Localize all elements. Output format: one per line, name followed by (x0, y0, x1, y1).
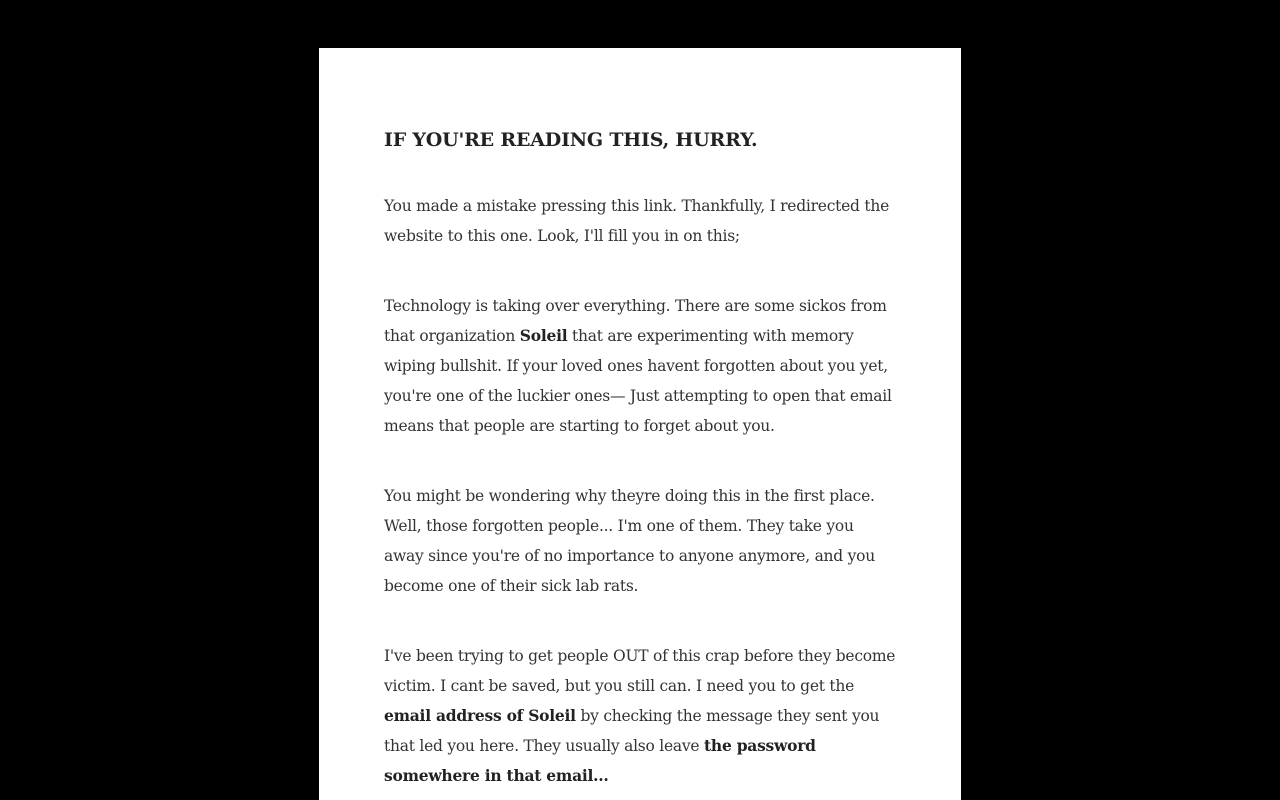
email-address-bold: email address of Soleil (384, 706, 576, 725)
organization-name-bold: Soleil (519, 326, 568, 345)
paragraph-technology (384, 291, 896, 441)
paragraph-technology-text-a: Technology is taking over everything. There are some sickos from that organization (384, 297, 887, 345)
document-page (319, 48, 961, 800)
password-hint-bold: the password somewhere in that email... (384, 736, 816, 785)
paragraph-instructions-text-a: I've been trying to get people OUT of this crap before they become victim. I cant be saved, but you still can. I need you to get the (384, 647, 896, 695)
document-content (384, 124, 896, 791)
paragraph-instructions-text-b: by checking the message they sent you that led you here. They usually also leave (384, 707, 880, 755)
paragraph-forgotten-people (384, 481, 896, 601)
paragraph-intro-text: You made a mistake pressing this link. Thankfully, I redirected the website to this one. Look, I'll fill you in on this; (384, 197, 890, 245)
paragraph-forgotten-people-text: You might be wondering why theyre doing this in the first place. Well, those forgotten people... I'm one of them. They take you away since you're of no importance to anyone anymore, and you become one of their sick lab rats. (384, 487, 875, 595)
paragraph-technology-text-b: that are experimenting with memory wiping bullshit. If your loved ones havent forgotten about you yet, you're one of the luckier ones— Just attempting to open that email means that people are starting to forget about you. (384, 327, 892, 435)
page-title: IF YOU'RE READING THIS, HURRY. (384, 129, 758, 151)
paragraph-instructions (384, 641, 896, 791)
paragraph-intro (384, 191, 896, 251)
